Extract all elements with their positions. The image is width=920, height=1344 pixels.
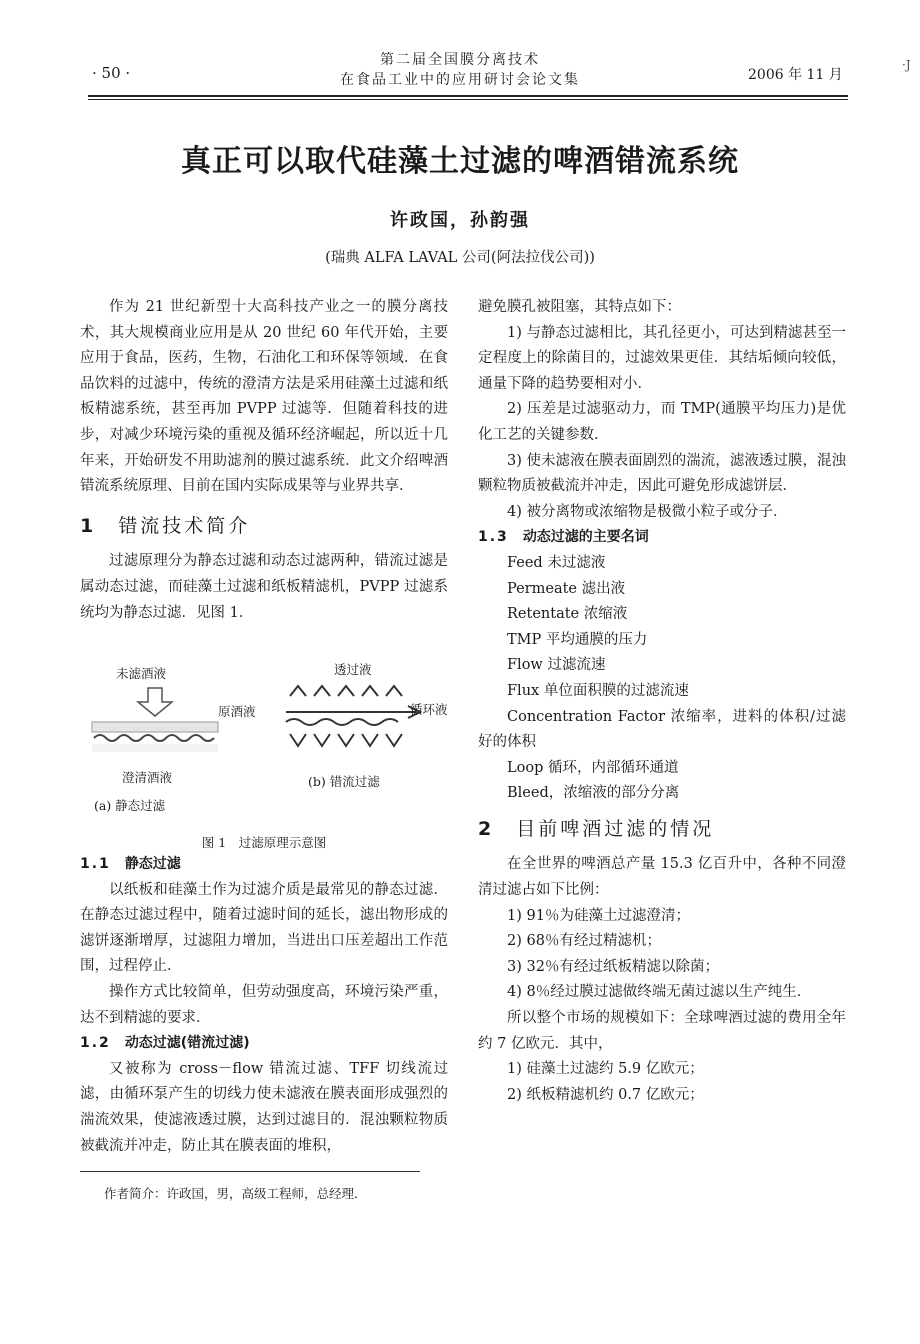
- section-2-heading: [478, 817, 846, 843]
- term-item: Permeate 滤出液: [507, 580, 626, 597]
- affiliation: (瑞典 ALFA LAVAL 公司(阿法拉伐公司)): [325, 250, 595, 266]
- feature-item: 3) 使未滤液在膜表面剧烈的湍流，滤液透过膜，混浊颗粒物质被截流并冲走，因此可避免形成滤饼层．: [478, 452, 846, 495]
- label-crossflow-filtration: (b) 错流过滤: [308, 774, 380, 789]
- section-1-heading: [80, 514, 448, 540]
- paper-title: 真正可以取代硅藻土过滤的啤酒错流系统: [181, 144, 739, 179]
- figure-caption: 图 1 过滤原理示意图: [201, 835, 327, 850]
- particle-arrows-icon: [290, 734, 402, 746]
- stat-item: 3) 32％有经过纸板精滤以除菌；: [507, 958, 719, 975]
- stat-item: 2) 68％有经过精滤机；: [507, 933, 661, 950]
- feature-item: 4) 被分离物或浓缩物是极微小粒子或分子．: [507, 503, 788, 520]
- header-date: 2006 年 11 月: [748, 67, 843, 83]
- stat-item: 4) 8％经过膜过滤做终端无菌过滤以生产纯生．: [507, 984, 812, 1001]
- filter-cake-layer: [92, 722, 218, 732]
- header-rule-thin: [88, 99, 848, 100]
- intro-paragraph: 作为 21 世纪新型十大高科技产业之一的膜分离技术，其大规模商业应用是从 20 世纪 60 年代开始，主要应用于食品，医药，生物，石油化工和环保等领域．在食品饮料的过滤中，传统的澄清方法是采用硅藻土过滤和纸板精滤系统，甚至再加 PVPP 过滤等．但随着科技的进步，对减少环境污染的重视及循环经济崛起，所以近十几年来，开始研发不用助滤剂的膜过滤系统．此文介绍啤酒错流系统原理、目前在国内实际成果等与业界共享．: [80, 299, 448, 495]
- term-item: Retentate 浓缩液: [507, 606, 628, 623]
- subsection-title: 动态过滤的主要名词: [522, 529, 649, 546]
- label-clarified: 澄清酒液: [122, 770, 173, 785]
- section-1-paragraph: 过滤原理分为静态过滤和动态过滤两种，错流过滤是属动态过滤，而硅藻土过滤和纸板精滤机，PVPP 过滤系统均为静态过滤．见图 1．: [80, 553, 448, 621]
- term-item: Concentration Factor 浓缩率，进料的体积/过滤好的体积: [478, 708, 846, 751]
- term-item: Flow 过滤流速: [507, 657, 606, 674]
- figure-1: [80, 656, 448, 826]
- section-2-paragraph: 在全世界的啤酒总产量 15.3 亿百升中，各种不同澄清过滤占如下比例：: [478, 856, 846, 899]
- permeate-arrows-icon: [290, 686, 402, 696]
- author-footnote: 作者简介：许政国，男，高级工程师，总经理．: [104, 1186, 367, 1201]
- section-number: 2: [478, 817, 495, 840]
- subsection-1-1-paragraph-1: 以纸板和硅藻土作为过滤介质是最常见的静态过滤．在静态过滤过程中，随着过滤时间的延长，滤出物形成的滤饼逐渐增厚，过滤阻力增加，当进出口压差超出工作范围，过程停止．: [80, 881, 448, 975]
- subsection-1-1-paragraph-2: 操作方式比较简单，但劳动强度高，环境污染严重，达不到精滤的要求．: [80, 983, 448, 1026]
- stat-item: 1) 91％为硅藻土过滤澄清；: [507, 907, 690, 924]
- label-raw-beer: 原酒液: [218, 704, 256, 719]
- term-item: Loop 循环，内部循环通道: [507, 759, 679, 776]
- term-item: Flux 单位面积膜的过滤流速: [507, 682, 689, 699]
- subsection-title: 动态过滤(错流过滤): [124, 1035, 250, 1052]
- term-item: Bleed，浓缩液的部分分离: [507, 785, 680, 802]
- section-title: 错流技术简介: [118, 514, 251, 537]
- filter-media-layer: [94, 735, 214, 741]
- cost-item: 1) 硅藻土过滤约 5.9 亿欧元；: [507, 1061, 704, 1078]
- feature-item: 2) 压差是过滤驱动力，而 TMP(通膜平均压力)是优化工艺的关键参数．: [478, 401, 846, 443]
- continued-paragraph: 避免膜孔被阻塞，其特点如下：: [478, 299, 681, 315]
- label-static-filtration: (a) 静态过滤: [94, 798, 166, 813]
- left-column-upper: [80, 295, 448, 626]
- feature-item: 1) 与静态过滤相比，其孔径更小，可达到精滤甚至一定程度上的除菌目的，过滤效果更佳．其结垢倾向较低，通量下降的趋势要相对小．: [478, 324, 846, 392]
- subsection-1-2-heading: [80, 1031, 448, 1057]
- subsection-number: 1.3: [478, 529, 509, 546]
- subsection-number: 1.2: [80, 1035, 111, 1052]
- subsection-1-2-paragraph: 又被称为 cross－flow 错流过滤、TFF 切线流过滤，由循环泵产生的切线力使未滤液在膜表面形成强烈的湍流效果，使滤液透过膜，达到过滤目的．混浊颗粒物质被截流并冲走，防止其在膜表面的堆积，: [80, 1060, 448, 1154]
- header-rule: [88, 95, 848, 97]
- subsection-1-1-heading: [80, 852, 448, 878]
- footnote-rule: [80, 1171, 420, 1172]
- subsection-title: 静态过滤: [124, 856, 181, 872]
- filtrate-layer: [92, 744, 218, 752]
- right-column: [478, 295, 846, 1108]
- authors: 许政国，孙韵强: [390, 210, 530, 231]
- term-item: Feed 未过滤液: [507, 554, 606, 571]
- label-recirculation: 循环液: [410, 702, 448, 717]
- conference-title-line1: 第二届全国膜分离技术: [380, 52, 540, 68]
- crossflow-filter-diagram: [280, 682, 430, 762]
- conference-title-line2: 在食品工业中的应用研讨会论文集: [340, 72, 580, 88]
- running-header: [300, 50, 620, 90]
- subsection-number: 1.1: [80, 856, 111, 872]
- membrane-layer: [286, 719, 398, 725]
- term-item: TMP 平均通膜的压力: [507, 631, 648, 648]
- label-permeate: 透过液: [334, 662, 372, 677]
- section-number: 1: [80, 514, 97, 537]
- left-column-lower: [80, 852, 448, 1159]
- label-unfiltered: 未滤酒液: [116, 666, 167, 681]
- down-arrow-icon: [138, 688, 172, 716]
- static-filter-diagram: [90, 686, 220, 756]
- market-paragraph: 所以整个市场的规模如下：全球啤酒过滤的费用全年约 7 亿欧元．其中，: [478, 1010, 846, 1052]
- cost-item: 2) 纸板精滤机约 0.7 亿欧元；: [507, 1086, 704, 1103]
- edge-mark: ·J: [902, 58, 911, 72]
- section-title: 目前啤酒过滤的情况: [516, 817, 715, 840]
- page-number: · 50 ·: [92, 64, 131, 82]
- subsection-1-3-heading: [478, 525, 846, 551]
